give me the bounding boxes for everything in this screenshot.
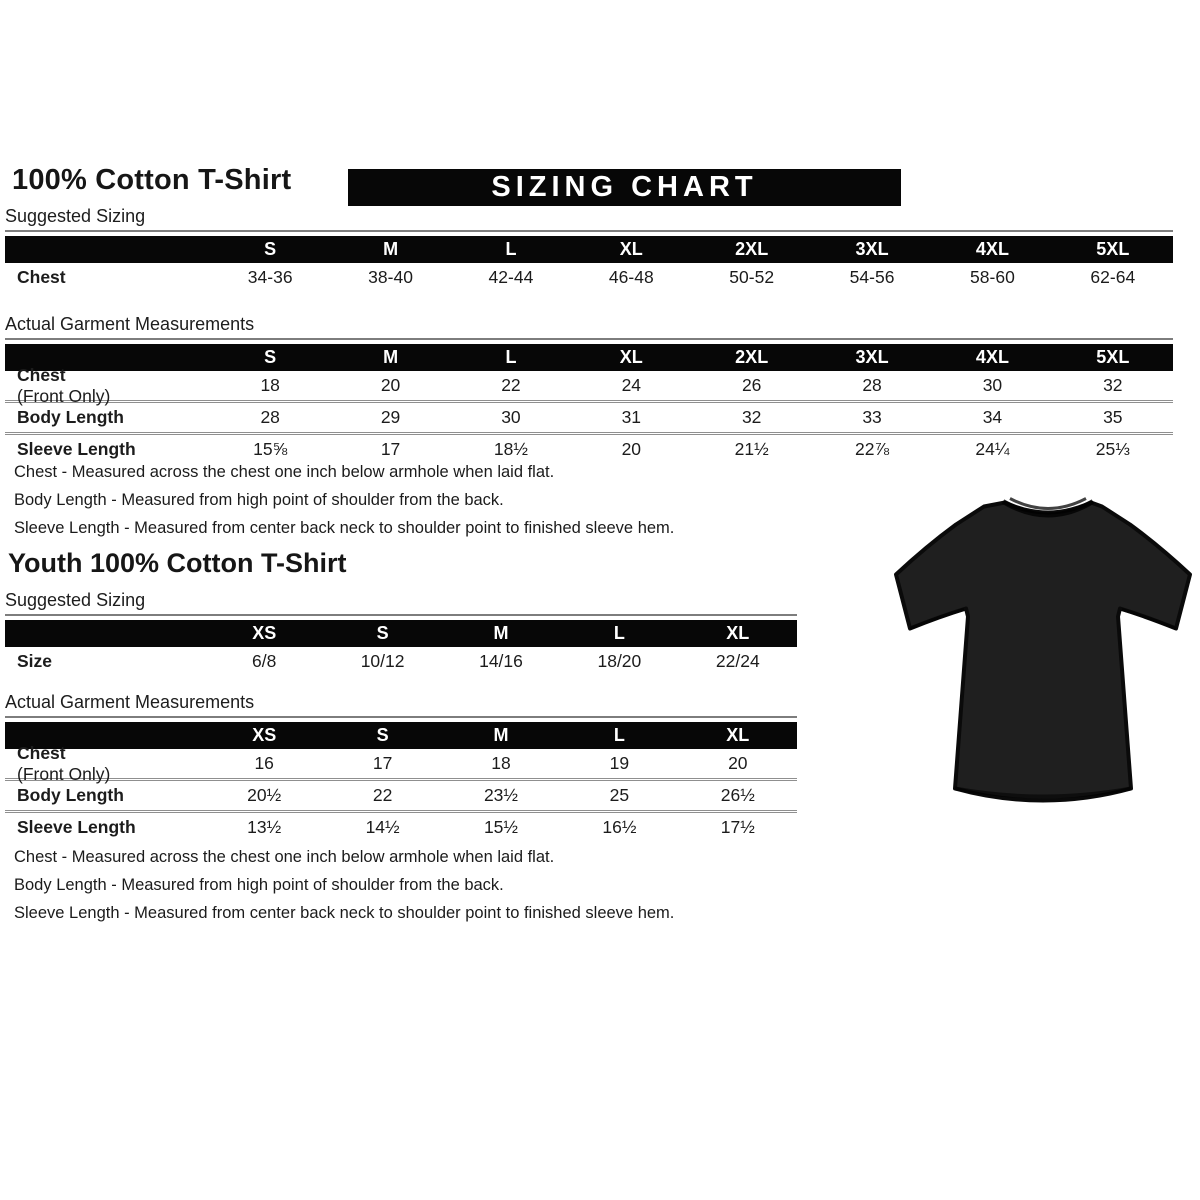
- youth-suggested-section: [5, 590, 797, 676]
- column-header: S: [264, 347, 277, 367]
- section-label: Suggested Sizing: [5, 206, 1173, 232]
- table-header-row: [5, 620, 797, 647]
- table-cell: 58-60: [970, 267, 1015, 287]
- table-cell: 18: [260, 375, 280, 395]
- table-cell: 26½: [720, 785, 755, 805]
- row-label: [5, 267, 210, 288]
- sizing-chart-banner: SIZING CHART: [348, 169, 901, 206]
- table-cell: 20: [728, 753, 748, 773]
- table-cell: 17: [372, 753, 393, 773]
- row-label-text: Chest: [17, 364, 66, 385]
- column-header: S: [376, 623, 389, 643]
- column-header: 2XL: [735, 239, 769, 259]
- row-label-suffix: (Front Only): [17, 385, 111, 406]
- row-label-text: Chest: [17, 742, 66, 763]
- section-label: Suggested Sizing: [5, 590, 797, 616]
- table-cell: 29: [380, 407, 401, 427]
- table-cell: 32: [741, 407, 762, 427]
- column-header: L: [505, 347, 517, 367]
- table-cell: 54-56: [849, 267, 895, 287]
- column-header: M: [383, 239, 399, 259]
- table-cell: 32: [1103, 375, 1123, 395]
- column-header: 3XL: [855, 347, 889, 367]
- table-cell: 20: [621, 439, 642, 459]
- column-header: 4XL: [975, 239, 1009, 259]
- youth-suggested-table: [5, 620, 797, 676]
- table-row: [5, 742, 797, 784]
- table-cell: 34: [982, 407, 1003, 427]
- column-header: S: [264, 239, 277, 259]
- section-label: Actual Garment Measurements: [5, 314, 1173, 340]
- table-cell: 30: [501, 407, 521, 427]
- note-body-length: Body Length - Measured from high point of shoulder from the back.: [14, 876, 504, 894]
- row-label-text: Body Length: [17, 785, 124, 805]
- column-header: XS: [252, 725, 277, 745]
- table-cell: 34-36: [247, 267, 293, 287]
- table-cell: 21½: [734, 439, 769, 459]
- note-sleeve-length: Sleeve Length - Measured from center back neck to shoulder point to finished sleeve hem.: [14, 519, 675, 537]
- row-label-text: Size: [17, 651, 53, 671]
- black-tshirt-graphic: [888, 486, 1198, 816]
- table-cell: 13½: [247, 817, 282, 837]
- table-cell: 18/20: [597, 651, 642, 671]
- row-label: [5, 817, 205, 838]
- table-cell: 19: [609, 753, 630, 773]
- column-header: L: [613, 623, 625, 643]
- table-cell: 10/12: [360, 651, 405, 671]
- table-cell: 26: [741, 375, 762, 395]
- table-cell: 33: [862, 407, 882, 427]
- table-cell: 15½: [483, 817, 519, 837]
- table-cell: 31: [621, 407, 642, 427]
- table-cell: 24: [621, 375, 642, 395]
- row-label: [5, 407, 210, 428]
- table-cell: 20: [380, 375, 401, 395]
- adult-suggested-section: [5, 206, 1173, 292]
- column-header: M: [383, 347, 399, 367]
- youth-actual-section: [5, 692, 797, 842]
- row-label-text: Sleeve Length: [17, 817, 136, 837]
- row-label: [5, 651, 205, 672]
- table-header-row: [5, 236, 1173, 263]
- table-cell: 62-64: [1090, 267, 1136, 287]
- column-header: XL: [619, 239, 643, 259]
- table-cell: 25: [609, 785, 630, 805]
- table-cell: 16: [254, 753, 274, 773]
- table-cell: 50-52: [729, 267, 775, 287]
- table-row: [5, 364, 1173, 406]
- table-cell: 38-40: [368, 267, 413, 287]
- note-body-length: Body Length - Measured from high point of shoulder from the back.: [14, 491, 504, 509]
- table-cell: 6/8: [252, 651, 277, 671]
- table-cell: 24¼: [975, 439, 1010, 459]
- row-label-text: Chest: [17, 267, 66, 287]
- column-header: XL: [726, 623, 750, 643]
- table-cell: 22/24: [715, 651, 760, 671]
- table-cell: 18: [491, 753, 511, 773]
- youth-actual-table: [5, 722, 797, 842]
- column-header: S: [376, 725, 389, 745]
- row-label-text: Body Length: [17, 407, 124, 427]
- column-header: XS: [252, 623, 277, 643]
- table-cell: 25⅓: [1095, 439, 1130, 459]
- note-chest: Chest - Measured across the chest one inch below armhole when laid flat.: [14, 463, 555, 481]
- note-chest: Chest - Measured across the chest one inch below armhole when laid flat.: [14, 848, 555, 866]
- column-header: 5XL: [1096, 347, 1130, 367]
- table-row: [5, 263, 1173, 292]
- table-cell: 23½: [483, 785, 519, 805]
- column-header: XL: [726, 725, 750, 745]
- row-label: [5, 743, 205, 785]
- adult-suggested-table: [5, 236, 1173, 292]
- table-cell: 42-44: [488, 267, 534, 287]
- column-header: L: [613, 725, 625, 745]
- table-cell: 22: [372, 785, 393, 805]
- table-cell: 28: [862, 375, 882, 395]
- row-label-suffix: (Front Only): [17, 763, 111, 784]
- table-cell: 22⅞: [855, 439, 890, 459]
- column-header: L: [505, 239, 517, 259]
- youth-title: Youth 100% Cotton T-Shirt: [8, 548, 347, 578]
- table-cell: 14/16: [479, 651, 523, 671]
- table-cell: 46-48: [608, 267, 654, 287]
- column-header: M: [493, 725, 509, 745]
- table-cell: 17: [380, 439, 401, 459]
- table-cell: 15⅝: [253, 439, 288, 459]
- row-label: [5, 439, 210, 460]
- table-cell: 28: [260, 407, 280, 427]
- column-header: XL: [619, 347, 643, 367]
- table-cell: 16½: [602, 817, 637, 837]
- adult-measurement-notes: [14, 458, 674, 542]
- table-cell: 14½: [365, 817, 400, 837]
- table-cell: 17½: [720, 817, 755, 837]
- table-cell: 30: [982, 375, 1003, 395]
- column-header: 4XL: [975, 347, 1009, 367]
- table-cell: 20½: [247, 785, 282, 805]
- column-header: 3XL: [855, 239, 889, 259]
- column-header: M: [493, 623, 509, 643]
- adult-actual-section: [5, 314, 1173, 464]
- table-row: [5, 810, 797, 842]
- note-sleeve-length: Sleeve Length - Measured from center back neck to shoulder point to finished sleeve hem.: [14, 904, 675, 922]
- row-label: [5, 365, 210, 407]
- column-header: 5XL: [1096, 239, 1130, 259]
- row-label: [5, 785, 205, 806]
- adult-actual-table: [5, 344, 1173, 464]
- table-cell: 22: [501, 375, 521, 395]
- youth-measurement-notes: [14, 843, 674, 927]
- column-header: 2XL: [735, 347, 769, 367]
- table-cell: 35: [1103, 407, 1123, 427]
- table-row: [5, 647, 797, 676]
- row-label-text: Sleeve Length: [17, 439, 136, 459]
- section-label: Actual Garment Measurements: [5, 692, 797, 718]
- table-cell: 18½: [493, 439, 528, 459]
- tshirt-image: [888, 486, 1198, 816]
- page-title: 100% Cotton T-Shirt: [12, 164, 292, 196]
